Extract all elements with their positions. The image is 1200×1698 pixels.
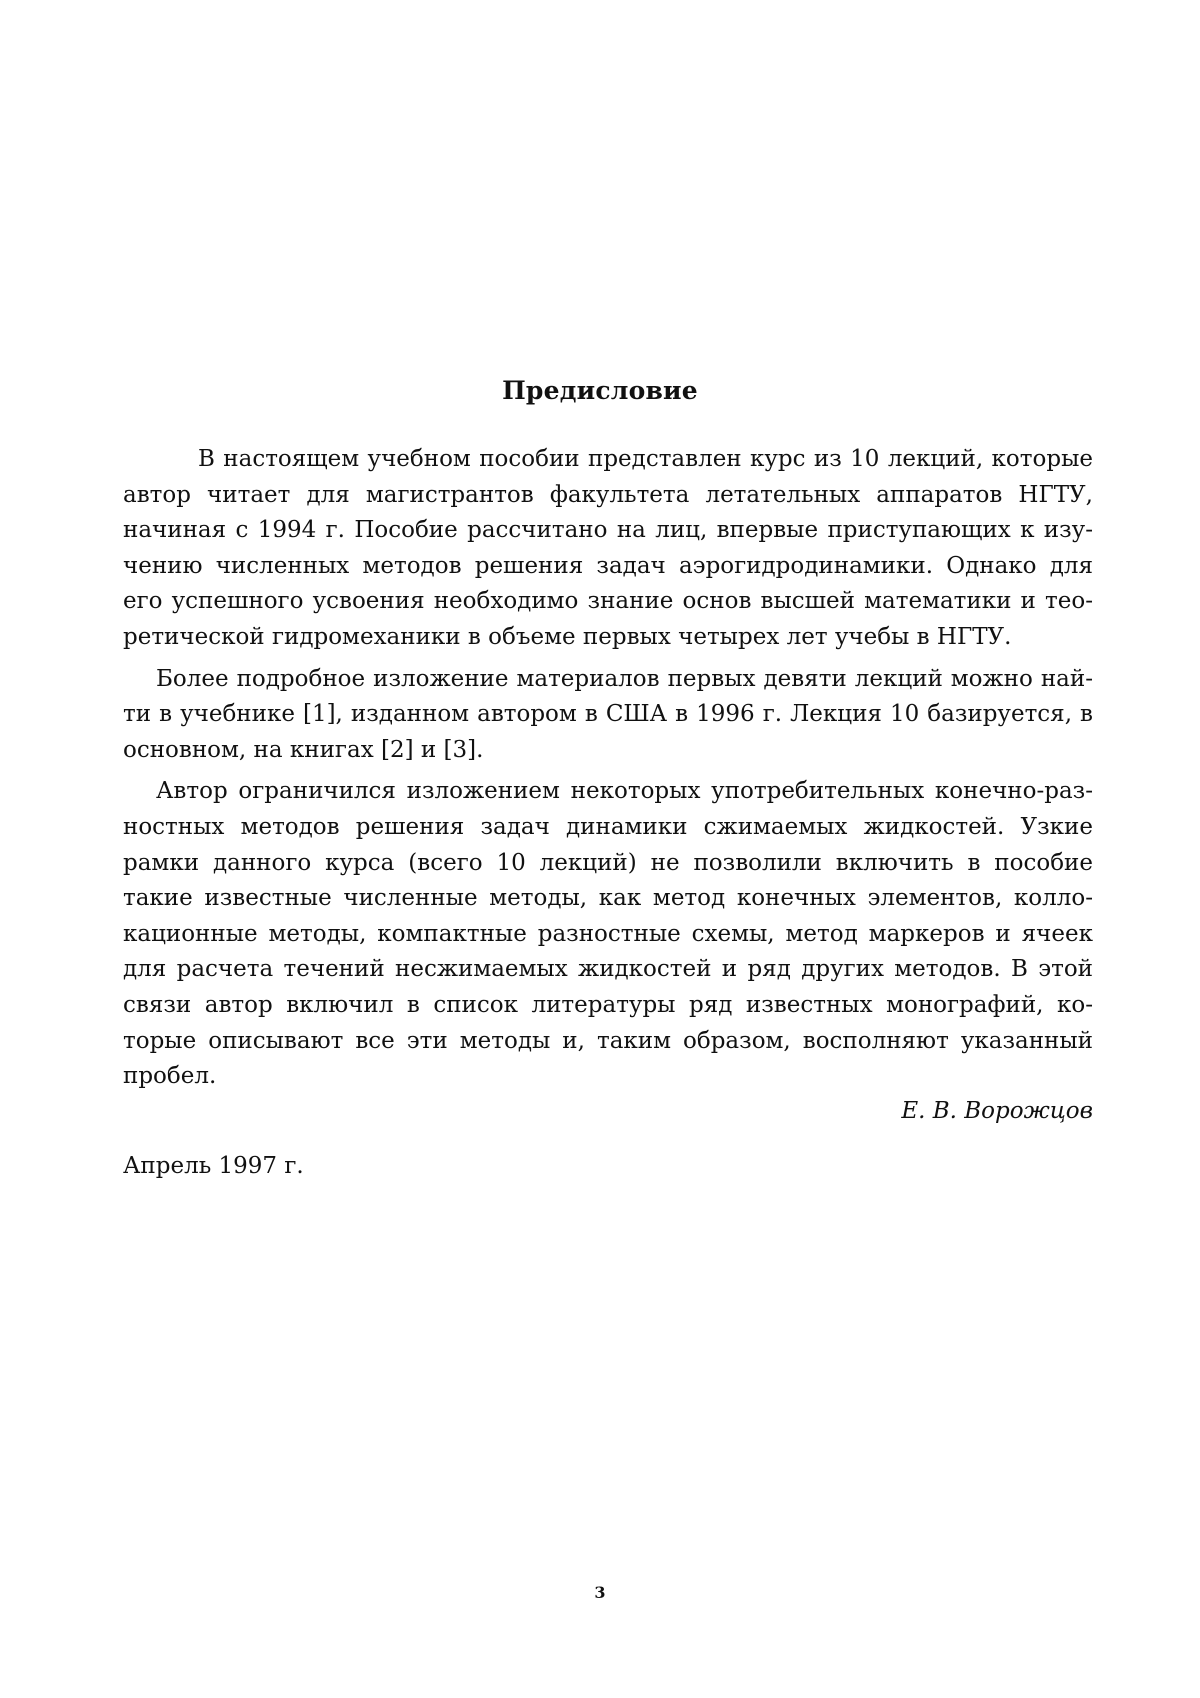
preface-body xyxy=(123,442,1093,1101)
paragraph-1: В настоящем учебном пособии представлен курс из 10 лекций, которые автор читает для магистрантов факультета летательных аппаратов НГТУ, начиная с 1994 г. Пособие рассчитано на лиц, впервые приступающих к изучению численных методов решения задач аэрогидродинамики. Однако для его успешного усвоения необходимо знание основ высшей математики и теоретической гидромеханики в объеме первых четырех лет учебы в НГТУ. xyxy=(123,446,1093,650)
paragraph-3: Автор ограничился изложением некоторых употребительных конечно-разностных методов решения задач динамики сжимаемых жидкостей. Узкие рамки данного курса (всего 10 лекций) не позволили включить в пособие такие известные численные методы, как метод конечных элементов, коллокационные методы, компактные разностные схемы, метод маркеров и ячеек для расчета течений несжимаемых жидкостей и ряд других методов. В этой связи автор включил в список литературы ряд известных монографий, которые описывают все эти методы и, таким образом, восполняют указанный пробел. xyxy=(123,778,1093,1090)
page-title: Предисловие xyxy=(502,376,698,405)
paragraph-2: Более подробное изложение материалов первых девяти лекций можно найти в учебнике [1], изданном автором в США в 1996 г. Лекция 10 базируется, в основном, на книгах [2] и [3]. xyxy=(123,665,1093,763)
author-signature: Е. В. Ворожцов xyxy=(901,1098,1093,1124)
page-number: 3 xyxy=(594,1583,606,1602)
date-line: Апрель 1997 г. xyxy=(123,1153,304,1179)
